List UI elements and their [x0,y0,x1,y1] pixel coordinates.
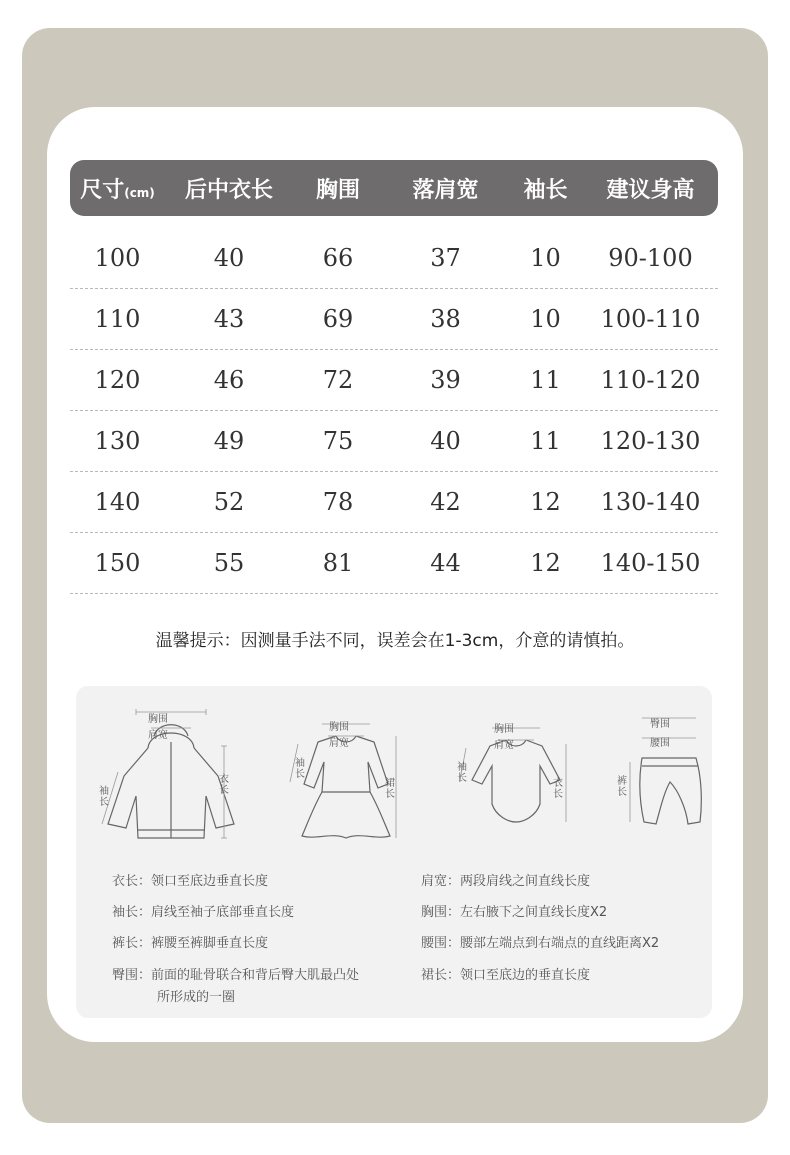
cell-chest: 75 [322,427,354,455]
def-shoulder: 肩宽：两段肩线之间直线长度 [421,874,591,889]
cell-chest: 69 [322,305,354,333]
romper-shoulder-label: 肩宽 [494,740,514,751]
cell-chest: 72 [322,366,354,394]
def-pants-length: 裤长：裤腰至裤脚垂直长度 [112,936,269,951]
dress-chest-label: 胸围 [329,722,349,733]
def-skirt-length: 裙长：领口至底边的垂直长度 [421,968,591,983]
dress-sleeve-label: 袖长 [295,758,305,780]
cell-sleeve: 12 [530,488,561,516]
cell-back-length: 49 [213,427,245,455]
dress-skirt-length-label: 裙长 [385,778,395,800]
table-row [70,411,718,472]
size-table-body [70,228,718,594]
cell-chest: 81 [322,549,354,577]
jacket-shoulder-label: 肩宽 [148,730,168,741]
cell-chest: 66 [322,244,354,272]
def-body-length: 衣长：领口至底边垂直长度 [112,874,269,889]
table-row [70,289,718,350]
measurement-tip: 温馨提示：因测量手法不同，误差会在1-3cm，介意的请慎拍。 [155,631,635,651]
header-chest: 胸围 [315,177,360,203]
cell-height: 100-110 [600,305,701,333]
def-sleeve-length: 袖长：肩线至袖子底部垂直长度 [112,905,295,920]
header-sleeve: 袖长 [523,177,568,203]
cell-back-length: 43 [213,305,245,333]
cell-shoulder: 40 [430,427,461,455]
cell-shoulder: 38 [430,305,461,333]
cell-height: 110-120 [600,366,701,394]
cell-size: 140 [94,488,141,516]
cell-size: 130 [94,427,141,455]
cell-shoulder: 37 [430,244,461,272]
cell-sleeve: 10 [530,305,561,333]
cell-shoulder: 39 [430,366,461,394]
header-height: 建议身高 [606,177,695,203]
cell-height: 130-140 [600,488,701,516]
header-back-length: 后中衣长 [184,177,273,203]
table-row [70,228,718,289]
cell-sleeve: 11 [530,366,561,394]
cell-back-length: 40 [213,244,245,272]
table-row [70,533,718,594]
cell-sleeve: 12 [530,549,561,577]
cell-back-length: 46 [213,366,245,394]
dress-shoulder-label: 肩宽 [329,738,349,749]
cell-height: 90-100 [608,244,693,272]
jacket-chest-label: 胸围 [148,714,168,725]
cell-size: 110 [94,305,141,333]
romper-length-label: 衣长 [553,778,563,800]
romper-sleeve-label: 袖长 [457,762,467,784]
cell-size: 100 [94,244,141,272]
def-waist: 腰围：腰部左端点到右端点的直线距离X2 [421,936,660,951]
cell-chest: 78 [322,488,354,516]
cell-back-length: 55 [213,549,245,577]
table-row [70,350,718,411]
measurement-guide-panel [76,686,712,1018]
def-hip-cont: 所形成的一圈 [157,990,236,1005]
table-row [70,472,718,533]
cell-shoulder: 44 [430,549,461,577]
jacket-length-label: 衣长 [219,774,229,796]
header-size: 尺寸(cm) [80,177,155,203]
pants-hip-label: 臀围 [650,719,670,730]
romper-chest-label: 胸围 [494,724,514,735]
cell-sleeve: 10 [530,244,561,272]
cell-back-length: 52 [213,488,245,516]
def-hip: 臀围：前面的耻骨联合和背后臀大肌最凸处 [112,968,360,983]
cell-size: 120 [94,366,141,394]
def-chest: 胸围：左右腋下之间直线长度X2 [421,905,608,920]
cell-height: 140-150 [600,549,701,577]
header-shoulder: 落肩宽 [412,177,479,203]
cell-height: 120-130 [600,427,701,455]
cell-size: 150 [94,549,141,577]
table-header [70,160,718,216]
cell-sleeve: 11 [530,427,561,455]
cell-shoulder: 42 [430,488,461,516]
pants-waist-label: 腰围 [650,738,670,749]
pants-length-label: 裤长 [617,776,627,798]
pants-figure-icon [616,712,706,832]
jacket-sleeve-label: 袖长 [99,786,109,808]
